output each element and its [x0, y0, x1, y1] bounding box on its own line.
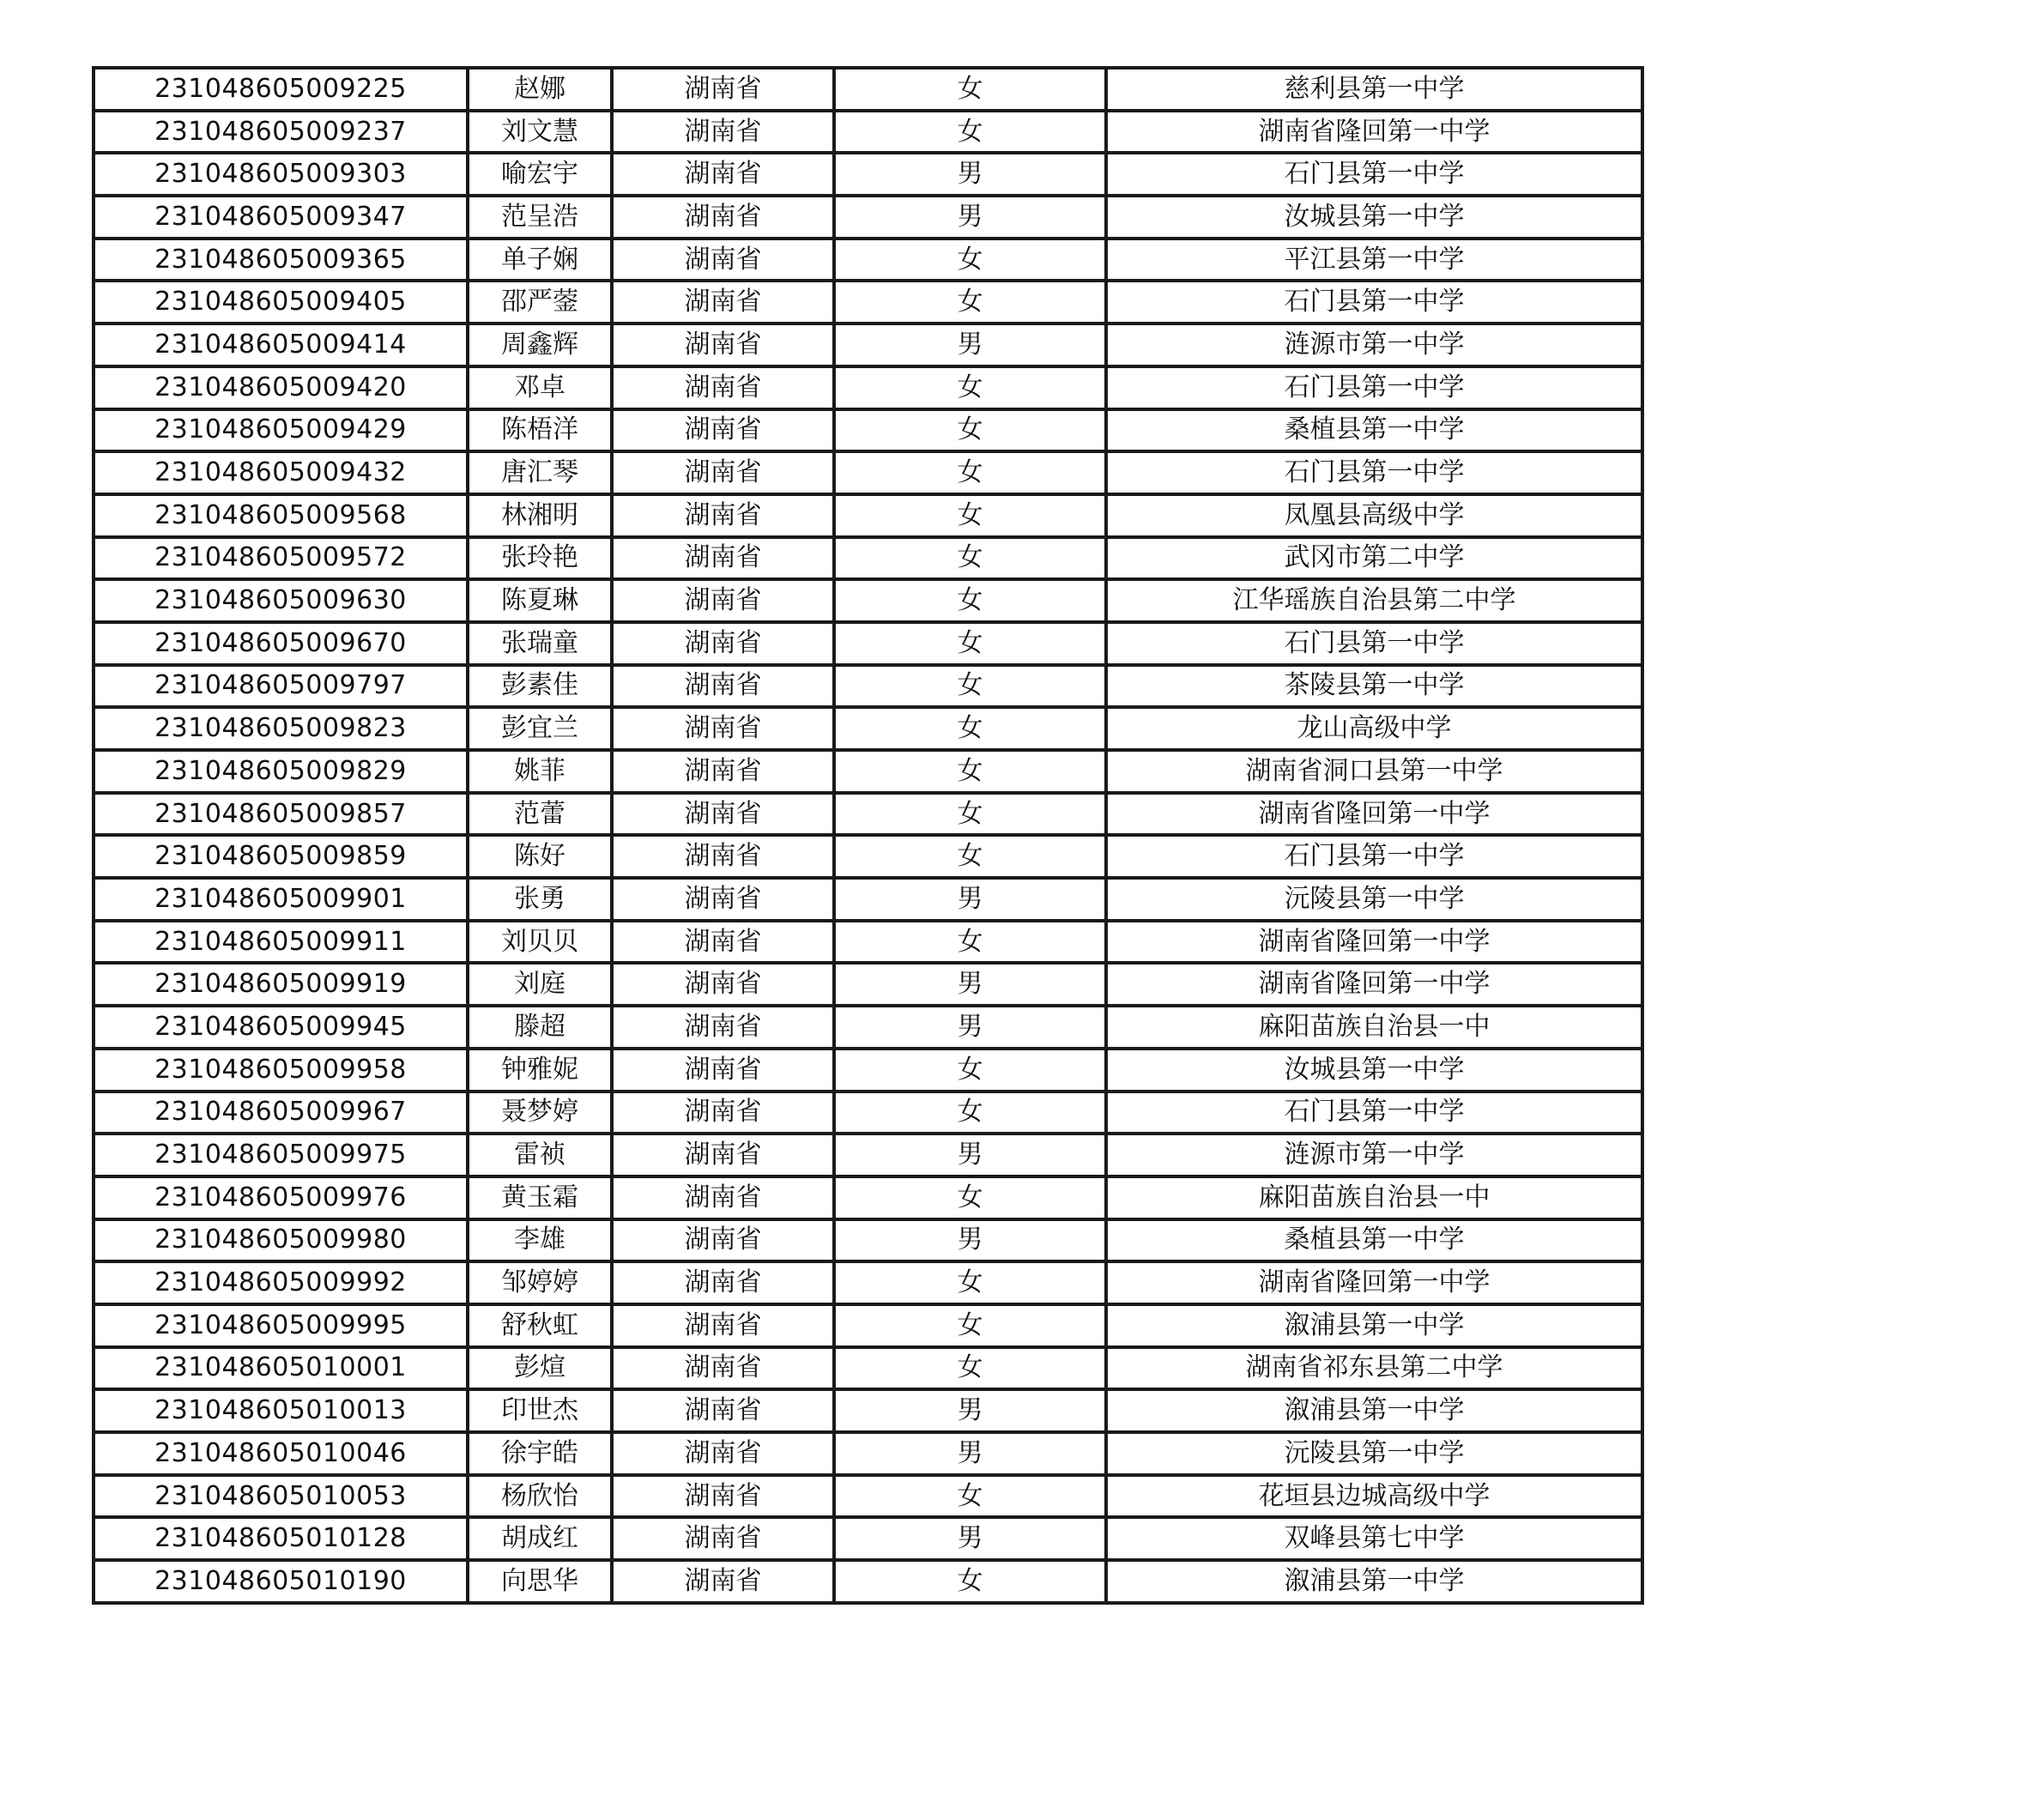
province-cell: 湖南省 [612, 1432, 834, 1475]
name-cell: 陈梧洋 [468, 409, 612, 452]
school-cell: 湖南省祁东县第二中学 [1106, 1347, 1642, 1390]
gender-cell: 男 [834, 1517, 1106, 1560]
exam-id-cell: 231048605009429 [94, 409, 468, 452]
school-cell: 溆浦县第一中学 [1106, 1389, 1642, 1432]
province-cell: 湖南省 [612, 793, 834, 836]
table-body [94, 68, 1642, 1603]
gender-cell: 男 [834, 1219, 1106, 1262]
name-cell: 范呈浩 [468, 196, 612, 239]
table-row [94, 579, 1642, 622]
exam-id-cell: 231048605009859 [94, 835, 468, 878]
table-row [94, 494, 1642, 537]
exam-id-cell: 231048605009976 [94, 1176, 468, 1219]
province-cell: 湖南省 [612, 366, 834, 409]
table-row [94, 707, 1642, 750]
gender-cell: 女 [834, 1304, 1106, 1347]
school-cell: 龙山高级中学 [1106, 707, 1642, 750]
table-row [94, 835, 1642, 878]
gender-cell: 女 [834, 494, 1106, 537]
gender-cell: 女 [834, 622, 1106, 665]
name-cell: 彭素佳 [468, 665, 612, 708]
province-cell: 湖南省 [612, 1475, 834, 1518]
name-cell: 姚菲 [468, 750, 612, 793]
exam-id-cell: 231048605009405 [94, 281, 468, 324]
school-cell: 花垣县边城高级中学 [1106, 1475, 1642, 1518]
school-cell: 武冈市第二中学 [1106, 537, 1642, 580]
exam-id-cell: 231048605009829 [94, 750, 468, 793]
school-cell: 石门县第一中学 [1106, 622, 1642, 665]
name-cell: 杨欣怡 [468, 1475, 612, 1518]
name-cell: 陈好 [468, 835, 612, 878]
table-row [94, 1347, 1642, 1390]
exam-id-cell: 231048605010046 [94, 1432, 468, 1475]
province-cell: 湖南省 [612, 963, 834, 1006]
province-cell: 湖南省 [612, 622, 834, 665]
gender-cell: 男 [834, 1389, 1106, 1432]
province-cell: 湖南省 [612, 579, 834, 622]
name-cell: 舒秋虹 [468, 1304, 612, 1347]
school-cell: 石门县第一中学 [1106, 1092, 1642, 1134]
exam-id-cell: 231048605009414 [94, 324, 468, 366]
province-cell: 湖南省 [612, 878, 834, 921]
gender-cell: 女 [834, 707, 1106, 750]
school-cell: 石门县第一中学 [1106, 153, 1642, 196]
table-row [94, 111, 1642, 154]
gender-cell: 女 [834, 579, 1106, 622]
name-cell: 雷祯 [468, 1134, 612, 1176]
province-cell: 湖南省 [612, 1304, 834, 1347]
province-cell: 湖南省 [612, 1176, 834, 1219]
name-cell: 林湘明 [468, 494, 612, 537]
table-row [94, 366, 1642, 409]
table-row [94, 793, 1642, 836]
exam-id-cell: 231048605009347 [94, 196, 468, 239]
table-row [94, 68, 1642, 111]
exam-id-cell: 231048605009432 [94, 451, 468, 494]
exam-id-cell: 231048605009992 [94, 1261, 468, 1304]
exam-id-cell: 231048605010128 [94, 1517, 468, 1560]
province-cell: 湖南省 [612, 1049, 834, 1092]
school-cell: 慈利县第一中学 [1106, 68, 1642, 111]
table-row [94, 409, 1642, 452]
gender-cell: 女 [834, 1092, 1106, 1134]
name-cell: 滕超 [468, 1006, 612, 1049]
province-cell: 湖南省 [612, 537, 834, 580]
school-cell: 溆浦县第一中学 [1106, 1560, 1642, 1603]
gender-cell: 男 [834, 878, 1106, 921]
table-row [94, 537, 1642, 580]
gender-cell: 女 [834, 1560, 1106, 1603]
exam-id-cell: 231048605009823 [94, 707, 468, 750]
name-cell: 张玲艳 [468, 537, 612, 580]
table-row [94, 1475, 1642, 1518]
name-cell: 赵娜 [468, 68, 612, 111]
gender-cell: 男 [834, 1134, 1106, 1176]
table-row [94, 1432, 1642, 1475]
province-cell: 湖南省 [612, 324, 834, 366]
name-cell: 周鑫辉 [468, 324, 612, 366]
name-cell: 向思华 [468, 1560, 612, 1603]
school-cell: 湖南省隆回第一中学 [1106, 111, 1642, 154]
table-row [94, 239, 1642, 281]
province-cell: 湖南省 [612, 281, 834, 324]
gender-cell: 女 [834, 409, 1106, 452]
province-cell: 湖南省 [612, 1261, 834, 1304]
exam-id-cell: 231048605009967 [94, 1092, 468, 1134]
exam-id-cell: 231048605009958 [94, 1049, 468, 1092]
school-cell: 麻阳苗族自治县一中 [1106, 1006, 1642, 1049]
province-cell: 湖南省 [612, 1134, 834, 1176]
school-cell: 涟源市第一中学 [1106, 1134, 1642, 1176]
table-row [94, 1176, 1642, 1219]
province-cell: 湖南省 [612, 750, 834, 793]
province-cell: 湖南省 [612, 494, 834, 537]
province-cell: 湖南省 [612, 111, 834, 154]
school-cell: 汝城县第一中学 [1106, 1049, 1642, 1092]
name-cell: 钟雅妮 [468, 1049, 612, 1092]
exam-id-cell: 231048605010001 [94, 1347, 468, 1390]
school-cell: 汝城县第一中学 [1106, 196, 1642, 239]
school-cell: 沅陵县第一中学 [1106, 878, 1642, 921]
exam-id-cell: 231048605009670 [94, 622, 468, 665]
name-cell: 唐汇琴 [468, 451, 612, 494]
gender-cell: 女 [834, 239, 1106, 281]
province-cell: 湖南省 [612, 153, 834, 196]
school-cell: 沅陵县第一中学 [1106, 1432, 1642, 1475]
table-row [94, 963, 1642, 1006]
name-cell: 刘庭 [468, 963, 612, 1006]
table-row [94, 1261, 1642, 1304]
school-cell: 湖南省隆回第一中学 [1106, 963, 1642, 1006]
province-cell: 湖南省 [612, 1517, 834, 1560]
province-cell: 湖南省 [612, 835, 834, 878]
gender-cell: 女 [834, 793, 1106, 836]
table-row [94, 622, 1642, 665]
gender-cell: 女 [834, 451, 1106, 494]
school-cell: 湖南省隆回第一中学 [1106, 1261, 1642, 1304]
table-row [94, 921, 1642, 964]
gender-cell: 女 [834, 835, 1106, 878]
name-cell: 单子娴 [468, 239, 612, 281]
province-cell: 湖南省 [612, 239, 834, 281]
province-cell: 湖南省 [612, 1092, 834, 1134]
exam-id-cell: 231048605009980 [94, 1219, 468, 1262]
table-row [94, 1049, 1642, 1092]
name-cell: 邵严蓥 [468, 281, 612, 324]
table-row [94, 750, 1642, 793]
school-cell: 桑植县第一中学 [1106, 409, 1642, 452]
exam-id-cell: 231048605010053 [94, 1475, 468, 1518]
exam-id-cell: 231048605009225 [94, 68, 468, 111]
gender-cell: 女 [834, 281, 1106, 324]
gender-cell: 女 [834, 537, 1106, 580]
exam-id-cell: 231048605009365 [94, 239, 468, 281]
table-row [94, 1304, 1642, 1347]
exam-id-cell: 231048605009420 [94, 366, 468, 409]
name-cell: 徐宇皓 [468, 1432, 612, 1475]
table-row [94, 153, 1642, 196]
exam-id-cell: 231048605009303 [94, 153, 468, 196]
name-cell: 刘文慧 [468, 111, 612, 154]
table-row [94, 1219, 1642, 1262]
gender-cell: 女 [834, 1176, 1106, 1219]
exam-id-cell: 231048605009572 [94, 537, 468, 580]
province-cell: 湖南省 [612, 665, 834, 708]
name-cell: 印世杰 [468, 1389, 612, 1432]
gender-cell: 女 [834, 111, 1106, 154]
exam-id-cell: 231048605010190 [94, 1560, 468, 1603]
school-cell: 湖南省隆回第一中学 [1106, 921, 1642, 964]
table-row [94, 1092, 1642, 1134]
table-row [94, 196, 1642, 239]
exam-id-cell: 231048605009919 [94, 963, 468, 1006]
gender-cell: 男 [834, 153, 1106, 196]
school-cell: 湖南省洞口县第一中学 [1106, 750, 1642, 793]
table-row [94, 1134, 1642, 1176]
school-cell: 双峰县第七中学 [1106, 1517, 1642, 1560]
school-cell: 涟源市第一中学 [1106, 324, 1642, 366]
gender-cell: 女 [834, 1475, 1106, 1518]
name-cell: 黄玉霜 [468, 1176, 612, 1219]
province-cell: 湖南省 [612, 1389, 834, 1432]
exam-id-cell: 231048605009797 [94, 665, 468, 708]
name-cell: 聂梦婷 [468, 1092, 612, 1134]
exam-id-cell: 231048605009857 [94, 793, 468, 836]
exam-id-cell: 231048605009945 [94, 1006, 468, 1049]
gender-cell: 女 [834, 366, 1106, 409]
school-cell: 麻阳苗族自治县一中 [1106, 1176, 1642, 1219]
gender-cell: 女 [834, 68, 1106, 111]
school-cell: 桑植县第一中学 [1106, 1219, 1642, 1262]
name-cell: 范蕾 [468, 793, 612, 836]
province-cell: 湖南省 [612, 451, 834, 494]
school-cell: 茶陵县第一中学 [1106, 665, 1642, 708]
province-cell: 湖南省 [612, 68, 834, 111]
name-cell: 刘贝贝 [468, 921, 612, 964]
name-cell: 陈夏琳 [468, 579, 612, 622]
gender-cell: 女 [834, 1347, 1106, 1390]
school-cell: 石门县第一中学 [1106, 366, 1642, 409]
name-cell: 邹婷婷 [468, 1261, 612, 1304]
province-cell: 湖南省 [612, 409, 834, 452]
gender-cell: 女 [834, 750, 1106, 793]
gender-cell: 男 [834, 324, 1106, 366]
school-cell: 石门县第一中学 [1106, 281, 1642, 324]
school-cell: 溆浦县第一中学 [1106, 1304, 1642, 1347]
gender-cell: 女 [834, 1261, 1106, 1304]
table-row [94, 281, 1642, 324]
school-cell: 湖南省隆回第一中学 [1106, 793, 1642, 836]
name-cell: 张瑞童 [468, 622, 612, 665]
table-row [94, 665, 1642, 708]
gender-cell: 男 [834, 963, 1106, 1006]
table-row [94, 451, 1642, 494]
province-cell: 湖南省 [612, 921, 834, 964]
exam-id-cell: 231048605009237 [94, 111, 468, 154]
school-cell: 凤凰县高级中学 [1106, 494, 1642, 537]
province-cell: 湖南省 [612, 1560, 834, 1603]
province-cell: 湖南省 [612, 707, 834, 750]
gender-cell: 女 [834, 1049, 1106, 1092]
school-cell: 江华瑶族自治县第二中学 [1106, 579, 1642, 622]
school-cell: 平江县第一中学 [1106, 239, 1642, 281]
exam-id-cell: 231048605009975 [94, 1134, 468, 1176]
table-row [94, 1006, 1642, 1049]
name-cell: 张勇 [468, 878, 612, 921]
exam-id-cell: 231048605010013 [94, 1389, 468, 1432]
name-cell: 胡成红 [468, 1517, 612, 1560]
gender-cell: 女 [834, 921, 1106, 964]
name-cell: 彭煊 [468, 1347, 612, 1390]
gender-cell: 男 [834, 1006, 1106, 1049]
student-list-table [92, 66, 1644, 1605]
name-cell: 邓卓 [468, 366, 612, 409]
school-cell: 石门县第一中学 [1106, 451, 1642, 494]
name-cell: 李雄 [468, 1219, 612, 1262]
gender-cell: 女 [834, 665, 1106, 708]
exam-id-cell: 231048605009568 [94, 494, 468, 537]
gender-cell: 男 [834, 196, 1106, 239]
province-cell: 湖南省 [612, 1347, 834, 1390]
school-cell: 石门县第一中学 [1106, 835, 1642, 878]
table-row [94, 1389, 1642, 1432]
table-row [94, 1560, 1642, 1603]
name-cell: 彭宜兰 [468, 707, 612, 750]
province-cell: 湖南省 [612, 1006, 834, 1049]
exam-id-cell: 231048605009901 [94, 878, 468, 921]
table-row [94, 324, 1642, 366]
exam-id-cell: 231048605009995 [94, 1304, 468, 1347]
exam-id-cell: 231048605009911 [94, 921, 468, 964]
province-cell: 湖南省 [612, 196, 834, 239]
province-cell: 湖南省 [612, 1219, 834, 1262]
exam-id-cell: 231048605009630 [94, 579, 468, 622]
name-cell: 喻宏宇 [468, 153, 612, 196]
table-row [94, 1517, 1642, 1560]
gender-cell: 男 [834, 1432, 1106, 1475]
table-row [94, 878, 1642, 921]
